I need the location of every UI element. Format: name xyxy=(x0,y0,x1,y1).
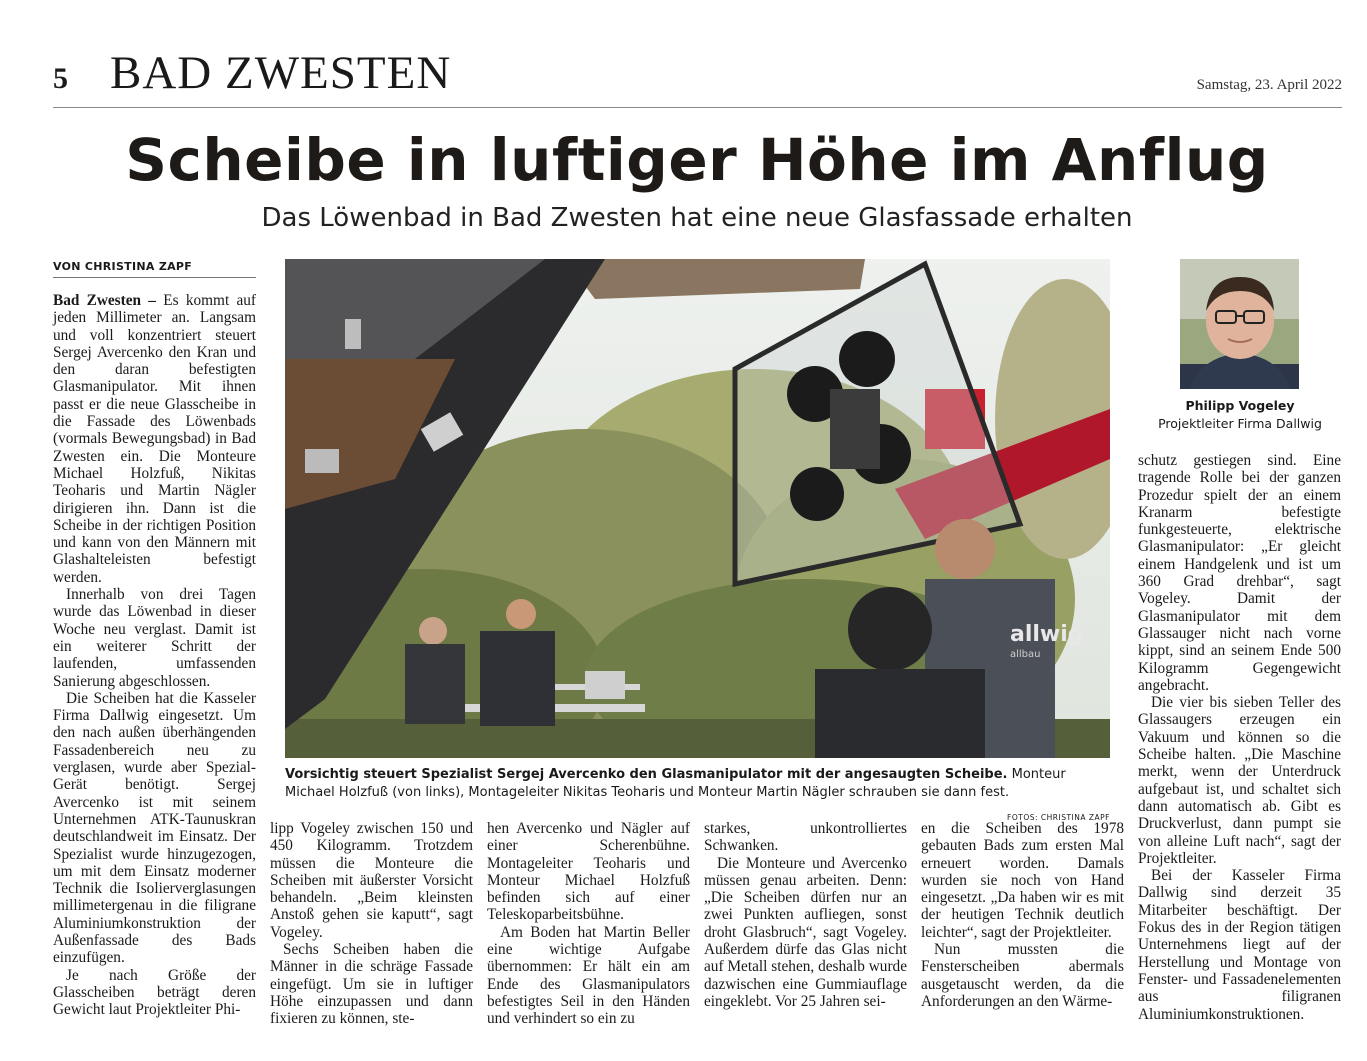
photo-illustration xyxy=(285,259,1110,758)
paragraph-text: Es kommt auf jeden Millimeter an. Langsam und voll konzentriert steuert Sergej Avercenko den Kran und den daran befestigten Glasmanipulator. Mit ihnen passt er die neue Glasscheibe in die Fassade des Löwenbads (vormals Bewegungsbad) in Bad Zwesten ein. Die Monteure Michael Holzfuß, Nikitas Teoharis und Martin Nägler dirigieren ihn. Dann ist die Scheibe in der richtigen Position und kann von den Männern mit Glashalteleisten befestigt werden. xyxy=(53,292,257,586)
caption-text: Monteur Michael Holzfuß (von links), Montageleiter Nikitas Teoharis und Monteur Martin Nägler schrauben sie dann fest. xyxy=(285,767,1066,800)
paragraph: Die Monteure und Avercenko müssen genau arbeiten. Denn: „Die Scheiben dürfen nur an zwei Punkten aufliegen, sonst droht Glasbruch“, sagt Vogeley. Außerdem dürfe das Glas nicht auf Metall stehen, deshalb wurde dazwischen eine Gummiauflage eingeklebt. Vor 25 Jahren sei- xyxy=(704,854,907,1010)
paragraph: starkes, unkontrolliertes Schwanken. xyxy=(704,820,907,855)
photo-credit: FOTOS: CHRISTINA ZAPF xyxy=(1007,813,1110,822)
paragraph: Bei der Kasseler Firma Dallwig sind derzeit 35 Mitarbeiter beschäftigt. Der Fokus des in der Region tätigen Unternehmens liegt auf der Herstellung und Montage von Fenster- und Fassadenelementen aus filigranen Aluminiumkonstruktionen. xyxy=(1138,867,1341,1023)
paragraph: en die Scheiben des 1978 gebauten Bads zum ersten Mal erneuert worden. Damals wurden sie noch von Hand eingesetzt. „Da haben wir es mit der heutigen Technik deutlich leichter“, sagt der Projektleiter. xyxy=(921,820,1124,941)
text-column-3 xyxy=(487,820,690,1028)
byline: VON CHRISTINA ZAPF xyxy=(53,260,256,278)
issue-date: Samstag, 23. April 2022 xyxy=(1196,77,1342,93)
text-column-1 xyxy=(53,292,256,1018)
photo-caption xyxy=(285,766,1110,827)
main-photo xyxy=(285,259,1110,758)
text-column-6 xyxy=(1138,452,1341,1023)
jacket-logo-sub: allbau xyxy=(1010,649,1041,660)
paragraph: Je nach Größe der Glasscheiben beträgt deren Gewicht laut Projektleiter Phi- xyxy=(53,966,256,1019)
paragraph: Innerhalb von drei Tagen wurde das Löwenbad in dieser Woche neu verglast. Damit ist ein weiterer Schritt der laufenden, umfassenden Sanierung abgeschlossen. xyxy=(53,586,256,690)
caption-bold: Vorsichtig steuert Spezialist Sergej Avercenko den Glasmanipulator mit der angesaugten Scheibe. xyxy=(285,767,1008,782)
paragraph: Am Boden hat Martin Beller eine wichtige Aufgabe übernommen: Er hält ein am Ende des Glasmanipulators befestigtes Seil in den Händen und verhindert so ein zu xyxy=(487,923,690,1028)
section-title: BAD ZWESTEN xyxy=(110,47,452,99)
portrait-illustration xyxy=(1180,259,1299,389)
headline: Scheibe in luftiger Höhe im Anflug xyxy=(125,126,1269,194)
masthead-rule xyxy=(53,107,1342,108)
paragraph: hen Avercenko und Nägler auf einer Scherenbühne. Montageleiter Teoharis und Monteur Michael Holzfuß befinden sich auf einer Teleskoparbeitsbühne. xyxy=(487,820,690,924)
portrait-photo xyxy=(1180,259,1299,389)
paragraph: schutz gestiegen sind. Eine tragende Rolle bei der ganzen Prozedur spielt der an einem Kranarm befestigte funkgesteuerte, elektrische Glasmanipulator: „Er gleicht einem Handgelenk und ist um 360 Grad drehbar“, sagt Vogeley. Damit der Glasmanipulator mit dem Glassauger nicht nach vorne kippt, sind an seinem Ende 500 Kilogramm Gegengewicht angebracht. xyxy=(1138,452,1341,694)
page-number: 5 xyxy=(53,62,68,95)
paragraph: Die vier bis sieben Teller des Glassaugers erzeugen ein Vakuum und können so die Scheibe halten. „Die Maschine merkt, wenn der Unterdruck aufgebaut ist, und schaltet sich dann automatisch ab. Gibt es Druckverlust, dann pumpt sie von alleine Luft nach“, sagt der Projektleiter. xyxy=(1138,694,1341,867)
text-column-5 xyxy=(921,820,1124,1010)
portrait-name: Philipp Vogeley xyxy=(1185,398,1295,413)
paragraph: Nun mussten die Fensterscheiben abermals ausgetauscht werden, da die Anforderungen an den Wärme- xyxy=(921,941,1124,1010)
dateline: Bad Zwesten – xyxy=(53,292,156,309)
paragraph: Sechs Scheiben haben die Männer in die schräge Fassade eingefügt. Um sie in luftiger Höhe einzupassen und dann fixieren zu können, ste- xyxy=(270,941,473,1028)
paragraph xyxy=(53,292,256,586)
text-column-4 xyxy=(704,820,907,1010)
paragraph: lipp Vogeley zwischen 150 und 450 Kilogramm. Trotzdem müssen die Monteure die Scheiben mit äußerster Vorsicht behandeln. „Beim kleinsten Anstoß gehen sie kaputt“, sagt Vogeley. xyxy=(270,820,473,941)
jacket-logo: allwig xyxy=(1010,622,1084,647)
subheadline: Das Löwenbad in Bad Zwesten hat eine neue Glasfassade erhalten xyxy=(261,203,1133,233)
text-column-2 xyxy=(270,820,473,1028)
paragraph: Die Scheiben hat die Kasseler Firma Dallwig eingesetzt. Um den nach außen überhängenden Fassadenbereich neu zu verglasen, wurde aber Spezial-Gerät benötigt. Sergej Avercenko ist mit seinem Unternehmen ATK-Taunuskran deutschlandweit im Einsatz. Der Spezialist wurde hinzugezogen, um mit dem Einsatz moderner Technik die Isolierverglasungen millimetergenau in die filigrane Aluminiumkonstruktion der Außenfassade des Bads einzufügen. xyxy=(53,689,256,967)
portrait-role: Projektleiter Firma Dallwig xyxy=(1158,416,1322,431)
